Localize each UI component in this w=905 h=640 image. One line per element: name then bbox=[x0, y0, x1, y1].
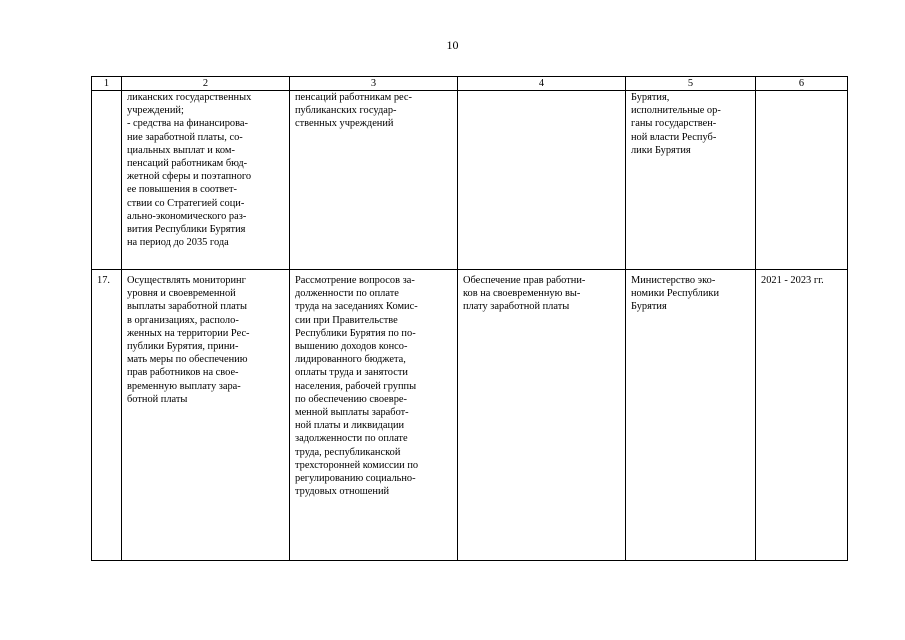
table-row bbox=[92, 91, 848, 270]
header-col-4: 4 bbox=[458, 77, 626, 91]
responsible-cell bbox=[626, 91, 756, 270]
period-cell bbox=[756, 91, 848, 270]
header-col-2: 2 bbox=[122, 77, 290, 91]
measure-text: ликанских государственных учреждений; - средства на финансирова- ние заработной платы, со- циальных выплат и ком- пенсаций работникам бюд- жетной сферы и поэтапного ее повышения в соответ- ствии со Стратегией соци- ально-экономического раз- вития Республики Бурятия на период до 2035 года bbox=[127, 92, 252, 249]
header-col-3: 3 bbox=[290, 77, 458, 91]
mechanism-cell bbox=[290, 270, 458, 561]
result-cell bbox=[458, 91, 626, 270]
page-number: 10 bbox=[446, 38, 459, 52]
responsible-text: Бурятия, исполнительные ор- ганы государствен- ной власти Респуб- лики Бурятия bbox=[631, 92, 721, 156]
mechanism-text: Рассмотрение вопросов за- долженности по оплате труда на заседаниях Комис- сии при Правительстве Республики Бурятия по по- вышению доходов консо- лидированного бюджета, оплаты труда и занятости населения, рабочей группы по обеспечению своевре- менной выплаты заработ- ной платы и ликвидации задолженности по оплате труда, республиканской трехсторонней комиссии по регулированию социально- трудовых отношений bbox=[295, 275, 419, 498]
header-col-1: 1 bbox=[92, 77, 122, 91]
table-row bbox=[92, 270, 848, 561]
measure-cell bbox=[122, 270, 290, 561]
period-text: 2021 - 2023 гг. bbox=[761, 275, 824, 286]
header-col-5: 5 bbox=[626, 77, 756, 91]
header-row bbox=[92, 77, 848, 91]
result-cell bbox=[458, 270, 626, 561]
period-cell bbox=[756, 270, 848, 561]
mechanism-text: пенсаций работникам рес- публиканских государ- ственных учреждений bbox=[295, 92, 412, 130]
result-text: Обеспечение прав работни- ков на своевременную вы- плату заработной платы bbox=[463, 275, 586, 313]
responsible-cell bbox=[626, 270, 756, 561]
header-col-6: 6 bbox=[756, 77, 848, 91]
row-number bbox=[92, 91, 122, 270]
measure-text: Осуществлять мониторинг уровня и своевременной выплаты заработной платы в организациях, располо- женных на территории Рес- публики Бурятия, прини- мать меры по обеспечению прав работников на свое- временную выплату зара- ботной платы bbox=[127, 275, 250, 405]
measure-cell bbox=[122, 91, 290, 270]
measures-table bbox=[91, 76, 848, 561]
responsible-text: Министерство эко- номики Республики Бурятия bbox=[631, 275, 720, 313]
mechanism-cell bbox=[290, 91, 458, 270]
row-number: 17. bbox=[92, 270, 122, 561]
